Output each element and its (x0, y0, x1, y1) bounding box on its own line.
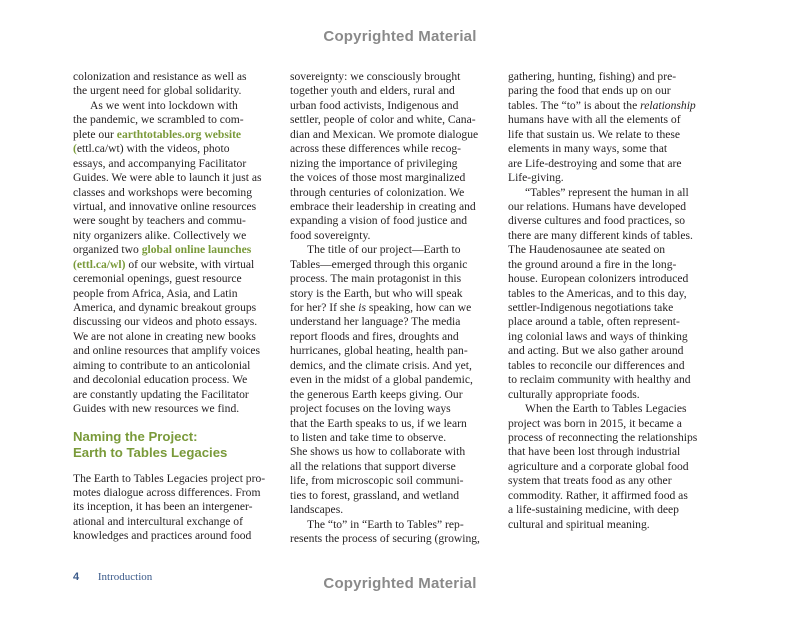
text-line: are constantly updating the Facilitator (73, 387, 249, 401)
text-line: food sovereignty. (290, 228, 371, 242)
running-section-title: Introduction (97, 571, 153, 583)
text-line (73, 142, 265, 156)
copyright-watermark-top: Copyrighted Material (323, 28, 477, 45)
paragraph (508, 402, 708, 532)
text-line: gathering, hunting, fishing) and pre- (508, 70, 677, 83)
text-span: organized two (73, 243, 139, 257)
text-line: and online resources that amplify voices (73, 344, 261, 358)
page-number: 4 (73, 571, 80, 583)
text-line (290, 301, 490, 315)
text-line: knowledges and practices around food (73, 529, 252, 543)
heading-line: Naming the Project: (73, 428, 198, 444)
column-left (73, 70, 265, 544)
text-line: “Tables” represent the human in all (525, 185, 689, 199)
text-line: all the relations that support diverse (290, 459, 456, 473)
paragraph (73, 70, 265, 99)
text-line: Life-giving. (508, 171, 564, 185)
text-line: the ground around a fire in the long- (508, 257, 677, 271)
text-line: together youth and elders, rural and (290, 84, 455, 98)
text-span: of our website, with virtual (125, 257, 255, 271)
text-span: tables. The “to” is about the (508, 98, 641, 112)
column-right (508, 70, 708, 532)
text-line: embrace their leadership in creating and (290, 199, 476, 213)
text-line: cultural and spiritual meaning. (508, 517, 650, 531)
earthtotables-website-link[interactable]: earthtotables.org website (116, 127, 242, 141)
text-line: report floods and fires, droughts and (290, 329, 459, 343)
text-line: and acting. But we also gather around (508, 344, 684, 358)
text-line: As we went into lockdown with (90, 98, 238, 112)
text-line: people from Africa, Asia, and Latin (73, 286, 238, 300)
text-line (73, 243, 265, 257)
text-line: the voices of those most marginalized (290, 171, 466, 185)
text-line: even in the midst of a global pandemic, (290, 373, 473, 387)
text-span: plete our (73, 127, 114, 141)
column-middle (290, 70, 490, 546)
emphasis: is (358, 301, 366, 314)
text-line: virtual, and innovative online resources (73, 199, 257, 213)
paragraph (73, 472, 265, 544)
text-line: a life-sustaining medicine, with deep (508, 503, 679, 517)
text-line: dian and Mexican. We promote dialogue (290, 127, 479, 141)
text-line: demics, and the climate crisis. And yet, (290, 358, 472, 372)
global-online-launches-link[interactable]: global online launches (141, 243, 252, 257)
copyright-watermark-bottom: Copyrighted Material (323, 575, 477, 592)
launches-url-link[interactable]: (ettl.ca/wl) (73, 257, 126, 271)
text-line: Guides with new resources we find. (73, 402, 240, 416)
text-line: story is the Earth, but who will speak (290, 286, 463, 300)
text-line: nity organizers alike. Collectively we (73, 228, 247, 242)
text-span: speaking, how can we (365, 301, 472, 314)
text-line: there are many different kinds of tables. (508, 228, 693, 242)
text-line: settler, people of color and white, Cana- (290, 113, 476, 127)
text-line: She shows us how to collaborate with (290, 445, 466, 459)
paragraph (73, 99, 265, 417)
text-line: essays, and accompanying Facilitator (73, 156, 247, 170)
text-line: resents the process of securing (growing, (290, 532, 480, 545)
text-line: ational and intercultural exchange of (73, 514, 243, 528)
text-line: The Earth to Tables Legacies project pro- (73, 471, 266, 485)
text-line: the pandemic, we scrambled to com- (73, 113, 244, 127)
text-line: The Haudenosaunee ate seated on (508, 243, 666, 257)
text-line: across these differences while recog- (290, 142, 462, 156)
text-line: tables to reconcile our differences and (508, 358, 685, 372)
text-line: nizing the importance of privileging (290, 156, 458, 170)
paragraph (290, 518, 490, 547)
text-line: house. European colonizers introduced (508, 272, 689, 286)
text-line: through centuries of colonization. We (290, 185, 465, 199)
paragraph (290, 70, 490, 243)
text-line: Tables—emerged through this organic (290, 257, 468, 271)
text-line: expanding a vision of food justice and (290, 214, 468, 228)
link-paren: ( (73, 142, 77, 156)
text-line: our relations. Humans have developed (508, 199, 687, 213)
text-line: to reclaim community with healthy and (508, 373, 691, 387)
text-line: are Life-destroying and some that are (508, 156, 682, 170)
text-line: motes dialogue across differences. From (73, 485, 261, 499)
text-line: ceremonial openings, guest resource (73, 272, 242, 286)
text-line: tables to the Americas, and to this day, (508, 286, 687, 300)
text-line: We are not alone in creating new books (73, 329, 256, 343)
paragraph (508, 70, 708, 186)
text-line: project focuses on the loving ways (290, 402, 451, 416)
text-line: aiming to contribute to an anticolonial (73, 358, 251, 372)
text-line: sovereignty: we consciously brought (290, 70, 461, 83)
text-line: that have been lost through industrial (508, 445, 681, 459)
text-line: to listen and take time to observe. (290, 430, 447, 444)
text-line: life, from microscopic soil communi- (290, 474, 464, 488)
text-line (508, 99, 708, 113)
text-line (73, 128, 265, 142)
text-line: paring the food that ends up on our (508, 84, 671, 98)
text-line: discussing our videos and photo essays. (73, 315, 258, 329)
heading-line: Earth to Tables Legacies (73, 445, 228, 460)
text-line: elements in many ways, some that (508, 142, 668, 156)
text-line: that the Earth speaks to us, if we learn (290, 416, 467, 430)
text-span: for her? If she (290, 301, 359, 314)
text-line: agriculture and a corporate global food (508, 459, 689, 473)
text-line: The “to” in “Earth to Tables” rep- (307, 517, 464, 531)
section-heading (73, 429, 265, 462)
text-line: America, and dynamic breakout groups (73, 301, 257, 314)
text-line: When the Earth to Tables Legacies (525, 402, 687, 416)
text-line: the urgent need for global solidarity. (73, 84, 242, 98)
text-line: humans have with all the elements of (508, 113, 681, 127)
text-line: understand her language? The media (290, 315, 461, 329)
text-line: culturally appropriate foods. (508, 387, 640, 401)
paragraph (508, 186, 708, 403)
text-line: hurricanes, global heating, health pan- (290, 344, 468, 358)
text-line (73, 258, 265, 272)
text-line: ing colonial laws and ways of thinking (508, 329, 688, 343)
text-line: life that sustain us. We relate to these (508, 127, 681, 141)
text-line: diverse cultures and food practices, so (508, 214, 686, 228)
text-line: landscapes. (290, 503, 344, 517)
emphasis: relationship (640, 98, 696, 112)
text-line: process of reconnecting the relationships (508, 430, 698, 444)
text-line: Guides. We were able to launch it just as (73, 171, 262, 185)
text-line: colonization and resistance as well as (73, 70, 247, 83)
text-line: were sought by teachers and commu- (73, 214, 246, 228)
paragraph (290, 243, 490, 517)
text-line: classes and workshops were becoming (73, 185, 253, 199)
text-line: ties to forest, grassland, and wetland (290, 488, 460, 502)
text-line: settler-Indigenous negotiations take (508, 301, 674, 314)
text-line: The title of our project—Earth to (307, 243, 461, 257)
text-line: place around a table, often represent- (508, 315, 680, 329)
text-line: commodity. Rather, it affirmed food as (508, 488, 688, 502)
text-line: and decolonial education process. We (73, 373, 248, 387)
text-line: system that treats food as any other (508, 474, 672, 488)
text-line: the generous Earth keeps giving. Our (290, 387, 463, 401)
text-line: process. The main protagonist in this (290, 272, 462, 286)
text-line: project was born in 2015, it became a (508, 416, 682, 430)
text-line: its inception, it has been an intergener- (73, 500, 253, 514)
text-line: urban food activists, Indigenous and (290, 98, 459, 112)
text-span: ettl.ca/wt) with the videos, photo (76, 142, 230, 156)
